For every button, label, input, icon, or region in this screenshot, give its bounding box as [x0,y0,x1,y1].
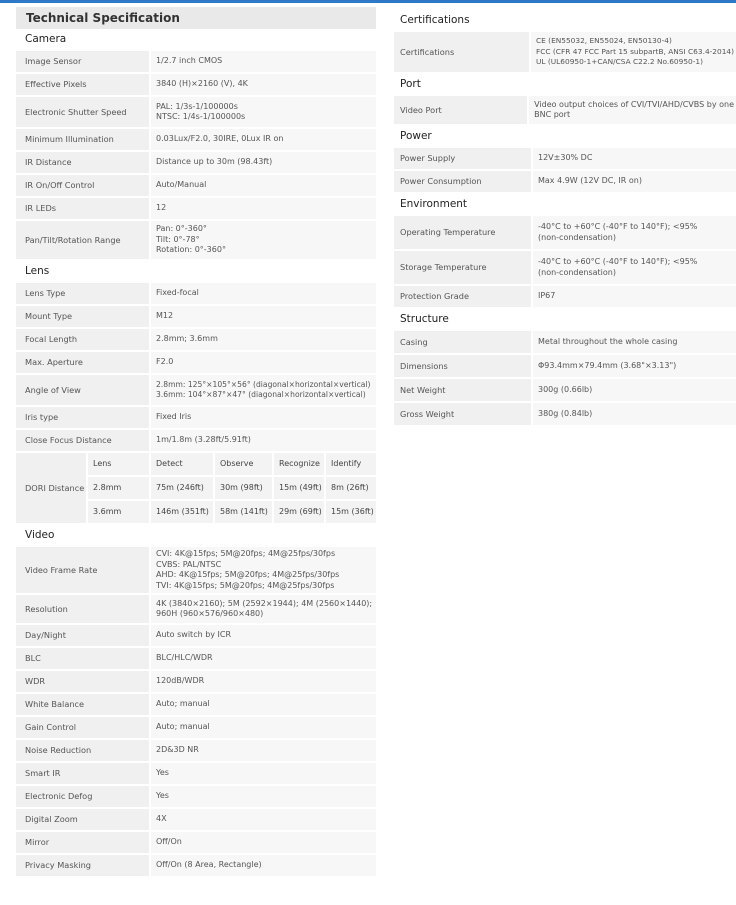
table-row [16,221,376,259]
dori-header: Detect [149,453,213,475]
dori-cell: 15m (49ft) [272,477,324,499]
dori-header: Lens [86,453,149,475]
spec-value: Pan: 0°-360° Tilt: 0°-78° Rotation: 0°-360° [149,221,376,259]
table-row [16,648,376,669]
spec-value: Auto switch by ICR [149,625,376,646]
spec-value: Fixed-focal [149,283,376,304]
spec-label: Casing [394,331,531,353]
table-row [16,595,376,623]
spec-label: Close Focus Distance [16,430,149,451]
spec-label: Mirror [16,832,149,853]
spec-value: Fixed Iris [149,407,376,428]
spec-value: F2.0 [149,352,376,373]
dori-table [16,451,376,525]
spec-label: Storage Temperature [394,251,531,284]
spec-value: PAL: 1/3s-1/100000s NTSC: 1/4s-1/100000s [149,97,376,127]
dori-cell: 75m (246ft) [149,477,213,499]
table-row [16,740,376,761]
dori-header: Observe [213,453,272,475]
table-row [394,355,736,377]
spec-value: 4X [149,809,376,830]
table-row [16,671,376,692]
table-row [16,625,376,646]
table-row [16,430,376,451]
power-table [394,146,736,194]
dori-lens: 3.6mm [86,501,149,523]
spec-label: Digital Zoom [16,809,149,830]
right-column [394,10,736,427]
spec-label: Operating Temperature [394,216,531,249]
page-title: Technical Specification [16,7,376,29]
dori-cell: 30m (98ft) [213,477,272,499]
spec-label: Gain Control [16,717,149,738]
section-heading-environment: Environment [400,198,468,210]
table-row [16,809,376,830]
spec-label: Certifications [394,32,529,72]
table-row [16,306,376,327]
table-row [16,763,376,784]
spec-label: Day/Night [16,625,149,646]
dori-header-row [16,453,376,475]
table-row [394,286,736,307]
lens-table [16,281,376,453]
table-row [394,251,736,284]
spec-label: Focal Length [16,329,149,350]
table-row [16,329,376,350]
spec-value: 12 [149,198,376,219]
spec-label: Lens Type [16,283,149,304]
table-row [16,283,376,304]
spec-label: Protection Grade [394,286,531,307]
section-heading-camera: Camera [25,33,67,45]
section-heading-lens: Lens [25,265,50,277]
table-row [16,198,376,219]
spec-value: IP67 [531,286,736,307]
table-row [16,855,376,876]
dori-cell: 15m (36ft) [324,501,376,523]
table-row [16,717,376,738]
spec-value: 3840 (H)×2160 (V), 4K [149,74,376,95]
table-row [394,32,736,72]
spec-value: M12 [149,306,376,327]
spec-label: Angle of View [16,375,149,405]
spec-value: Yes [149,786,376,807]
spec-label: Dimensions [394,355,531,377]
spec-value: 1/2.7 inch CMOS [149,51,376,72]
structure-table [394,329,736,427]
table-row [16,175,376,196]
top-accent-bar [0,0,736,3]
table-row [16,694,376,715]
section-heading-certifications: Certifications [400,14,470,26]
port-table [394,94,736,126]
video-table [16,545,376,878]
spec-label: Gross Weight [394,403,531,425]
spec-label: Electronic Defog [16,786,149,807]
spec-label: WDR [16,671,149,692]
spec-value: 12V±30% DC [531,148,736,169]
spec-label: IR On/Off Control [16,175,149,196]
spec-label: BLC [16,648,149,669]
spec-value: Video output choices of CVI/TVI/AHD/CVBS by one BNC port [527,96,736,124]
section-heading-video: Video [25,529,55,541]
table-row [394,96,736,124]
table-row [16,152,376,173]
table-row [16,832,376,853]
table-row [16,407,376,428]
spec-value: 0.03Lux/F2.0, 30IRE, 0Lux IR on [149,129,376,150]
table-row [16,375,376,405]
spec-label: Privacy Masking [16,855,149,876]
spec-value: 1m/1.8m (3.28ft/5.91ft) [149,430,376,451]
spec-value: 2D&3D NR [149,740,376,761]
table-row [16,352,376,373]
camera-table [16,49,376,261]
spec-value: Metal throughout the whole casing [531,331,736,353]
table-row [16,97,376,127]
spec-value: CE (EN55032, EN55024, EN50130-4) FCC (CFR 47 FCC Part 15 subpartB, ANSI C63.4-2014) UL (UL60950-1+CAN/CSA C22.2 No.60950-1) [529,32,736,72]
spec-value: Φ93.4mm×79.4mm (3.68"×3.13") [531,355,736,377]
spec-label: Mount Type [16,306,149,327]
spec-label: Resolution [16,595,149,623]
spec-label: Power Consumption [394,171,531,192]
spec-label: Minimum Illumination [16,129,149,150]
spec-value: BLC/HLC/WDR [149,648,376,669]
dori-lens: 2.8mm [86,477,149,499]
table-row [16,547,376,593]
spec-label: Video Frame Rate [16,547,149,593]
spec-value: 380g (0.84lb) [531,403,736,425]
spec-label: Power Supply [394,148,531,169]
dori-cell: 8m (26ft) [324,477,376,499]
spec-value: Distance up to 30m (98.43ft) [149,152,376,173]
table-row [394,403,736,425]
spec-label: White Balance [16,694,149,715]
section-heading-structure: Structure [400,313,449,325]
dori-cell: 146m (351ft) [149,501,213,523]
spec-label: Smart IR [16,763,149,784]
spec-label: Effective Pixels [16,74,149,95]
left-column [16,7,376,878]
spec-value: -40°C to +60°C (-40°F to 140°F); <95% (non-condensation) [531,216,736,249]
table-row [394,148,736,169]
dori-header: Identify [324,453,376,475]
table-row [16,51,376,72]
table-row [394,379,736,401]
spec-label: Max. Aperture [16,352,149,373]
spec-value: Off/On (8 Area, Rectangle) [149,855,376,876]
dori-header: Recognize [272,453,324,475]
certifications-table [394,30,736,74]
table-row [16,129,376,150]
spec-value: 120dB/WDR [149,671,376,692]
spec-value: 2.8mm: 125°×105°×56° (diagonal×horizontal×vertical) 3.6mm: 104°×87°×47° (diagonal×horizontal×vertical) [149,375,376,405]
spec-label: Video Port [394,96,527,124]
dori-cell: 29m (69ft) [272,501,324,523]
spec-value: Max 4.9W (12V DC, IR on) [531,171,736,192]
dori-cell: 58m (141ft) [213,501,272,523]
dori-label: DORI Distance [16,453,86,523]
environment-table [394,214,736,309]
table-row [16,786,376,807]
spec-value: 4K (3840×2160); 5M (2592×1944); 4M (2560×1440); 960H (960×576/960×480) [149,595,376,623]
spec-value: -40°C to +60°C (-40°F to 140°F); <95% (non-condensation) [531,251,736,284]
spec-value: 300g (0.66lb) [531,379,736,401]
spec-label: IR LEDs [16,198,149,219]
spec-label: IR Distance [16,152,149,173]
spec-label: Iris type [16,407,149,428]
spec-value: Off/On [149,832,376,853]
spec-value: 2.8mm; 3.6mm [149,329,376,350]
spec-value: Auto/Manual [149,175,376,196]
spec-label: Electronic Shutter Speed [16,97,149,127]
table-row [394,331,736,353]
spec-label: Image Sensor [16,51,149,72]
table-row [394,216,736,249]
table-row [16,74,376,95]
table-row [394,171,736,192]
spec-label: Noise Reduction [16,740,149,761]
spec-value: Auto; manual [149,694,376,715]
spec-value: CVI: 4K@15fps; 5M@20fps; 4M@25fps/30fps CVBS: PAL/NTSC AHD: 4K@15fps; 5M@20fps; 4M@25fps/30fps TVI: 4K@15fps; 5M@20fps; 4M@25fps/30fps [149,547,376,593]
section-heading-port: Port [400,78,421,90]
spec-label: Pan/Tilt/Rotation Range [16,221,149,259]
spec-value: Auto; manual [149,717,376,738]
section-heading-power: Power [400,130,432,142]
spec-value: Yes [149,763,376,784]
spec-label: Net Weight [394,379,531,401]
